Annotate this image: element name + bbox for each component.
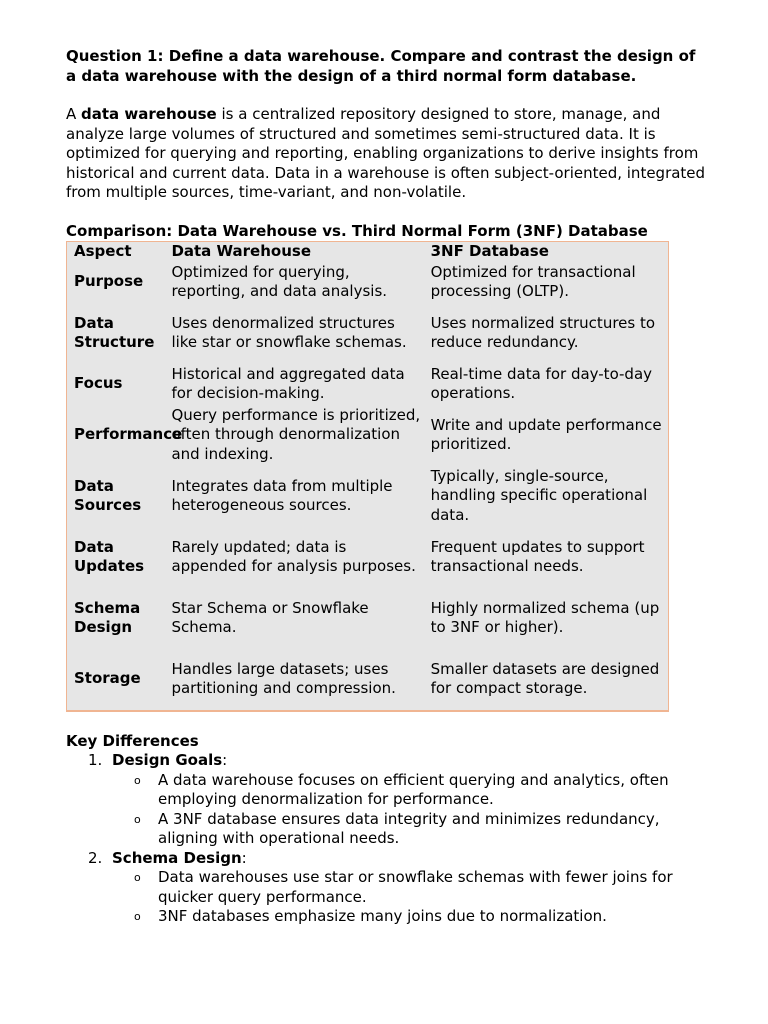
dw-cell: Integrates data from multiple heterogeneous sources. (171, 476, 393, 514)
list-item-colon: : (241, 848, 247, 867)
dw-cell: Star Schema or Snowflake Schema. (171, 598, 369, 636)
table-row (67, 364, 669, 405)
nf-cell: Smaller datasets are designed for compact storage. (430, 659, 660, 697)
aspect-cell: Purpose (74, 272, 144, 291)
bullet-icon: o (134, 773, 141, 787)
nf-cell: Typically, single-source, handling specific operational data. (430, 466, 648, 524)
list-item-heading: Schema Design (112, 848, 242, 867)
bullet-icon: o (134, 910, 141, 923)
intro-text: is a centralized repository designed to store, manage, and analyze large volumes of structured and sometimes semi-structured data. It is optimized for querying and reporting, enabling organizations to derive insights from historical and current data. Data in a warehouse is often subject-oriented, integrated from multiple sources, time-variant, and non-volatile. (66, 105, 706, 201)
table-row (67, 649, 669, 711)
header-data-warehouse: Data Warehouse (171, 242, 311, 260)
nf-cell: Optimized for transactional processing (OLTP). (430, 262, 636, 300)
aspect-cell: Data Structure (74, 313, 155, 351)
dw-cell: Handles large datasets; uses partitioning and compression. (171, 659, 396, 697)
table-row (67, 588, 669, 649)
table-row (67, 405, 669, 466)
dw-cell: Uses denormalized structures like star or snowflake schemas. (171, 313, 407, 351)
aspect-cell: Data Updates (74, 537, 145, 575)
aspect-cell: Schema Design (74, 598, 141, 636)
list-item-colon: : (222, 751, 228, 769)
sub-list (112, 771, 706, 849)
header-3nf-database: 3NF Database (430, 242, 549, 260)
list-item-heading: Design Goals (112, 751, 223, 769)
sub-list-text: Data warehouses use star or snowflake schemas with fewer joins for quicker query performance. (158, 868, 673, 906)
comparison-table (66, 241, 669, 712)
dw-cell: Optimized for querying, reporting, and data analysis. (171, 262, 388, 300)
key-differences-list (66, 751, 706, 927)
header-aspect: Aspect (74, 242, 132, 260)
nf-cell: Highly normalized schema (up to 3NF or higher). (430, 598, 660, 636)
table-row (67, 262, 669, 303)
table-row (67, 303, 669, 364)
intro-prefix: A (66, 105, 82, 123)
aspect-cell: Focus (74, 374, 123, 393)
bullet-icon: o (134, 812, 141, 826)
sub-list (112, 868, 706, 927)
table-row (67, 466, 669, 527)
nf-cell: Write and update performance prioritized. (430, 415, 662, 453)
nf-cell: Uses normalized structures to reduce redundancy. (430, 313, 656, 351)
sub-list-item (112, 907, 706, 927)
table-header-row (67, 242, 669, 262)
sub-list-item (112, 868, 706, 907)
sub-list-item (112, 810, 706, 849)
intro-paragraph (66, 105, 706, 203)
nf-cell: Frequent updates to support transactional needs. (430, 537, 645, 575)
list-item (66, 849, 706, 927)
dw-cell: Rarely updated; data is appended for analysis purposes. (171, 537, 416, 575)
sub-list-text: A data warehouse focuses on efficient querying and analytics, often employing denormalization for performance. (158, 770, 669, 808)
list-number: 1. (88, 751, 103, 769)
aspect-cell: Data Sources (74, 476, 142, 514)
sub-list-item (112, 771, 706, 810)
comparison-title: Comparison: Data Warehouse vs. Third Normal Form (3NF) Database (66, 221, 648, 240)
table-row (67, 527, 669, 588)
list-number: 2. (88, 848, 103, 867)
intro-term: data warehouse (81, 105, 217, 123)
nf-cell: Real-time data for day-to-day operations. (430, 364, 653, 402)
key-differences-title: Key Differences (66, 731, 199, 750)
question-title: Question 1: Define a data warehouse. Compare and contrast the design of a data warehouse with the design of a third normal form database. (66, 47, 696, 85)
aspect-cell: Performance (74, 425, 183, 444)
dw-cell: Historical and aggregated data for decision-making. (171, 364, 405, 402)
document-page (66, 47, 706, 927)
aspect-cell: Storage (74, 669, 141, 688)
sub-list-text: A 3NF database ensures data integrity and minimizes redundancy, aligning with operational needs. (158, 809, 660, 847)
list-item (66, 751, 706, 849)
bullet-icon: o (134, 871, 141, 884)
sub-list-text: 3NF databases emphasize many joins due to normalization. (158, 907, 607, 925)
dw-cell: Query performance is prioritized, often through denormalization and indexing. (171, 405, 421, 463)
